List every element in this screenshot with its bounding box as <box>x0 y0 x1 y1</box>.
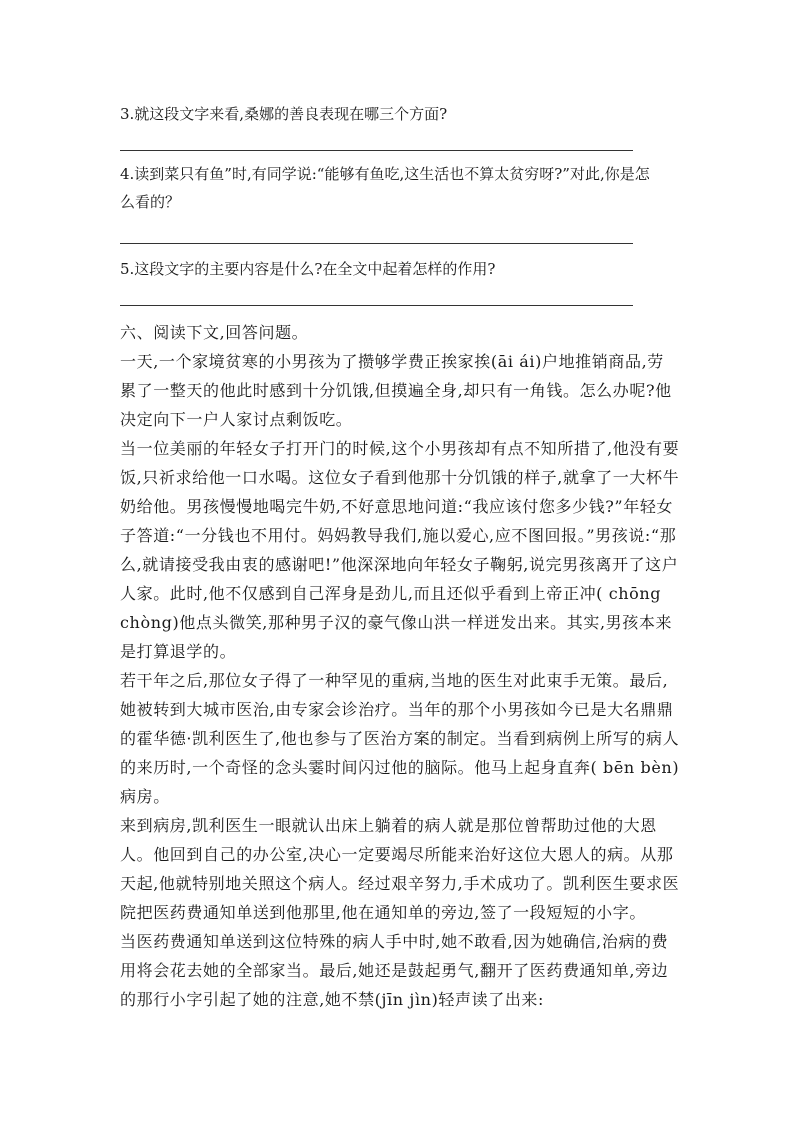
answer-line-5[interactable] <box>120 305 633 306</box>
question-5: 5.这段文字的主要内容是什么?在全文中起着怎样的作用? <box>120 260 496 278</box>
passage-paragraph-5: 当医药费通知单送到这位特殊的病人手中时,她不敢看,因为她确信,治病的费用将会花去她的全部家当。最后,她还是鼓起勇气,翻开了医药费通知单,旁边的那行小字引起了她的注意,她不禁(jīn jìn)轻声读了出来: <box>120 932 669 1009</box>
passage-paragraph-1: 一天,一个家境贫寒的小男孩为了攒够学费正挨家挨(āi ái)户地推销商品,劳累了一整天的他此时感到十分饥饿,但摸遍全身,却只有一角钱。怎么办呢?他决定向下一户人家讨点剩饭吃。 <box>120 352 672 429</box>
question-4: 4.读到菜只有鱼”时,有同学说:“能够有鱼吃,这生活也不算太贫穷呀?”对此,你是怎么看的？ <box>120 165 650 211</box>
passage-paragraph-2: 当一位美丽的年轻女子打开门的时候,这个小男孩却有点不知所措了,他没有要饭,只祈求给他一口水喝。这位女子看到他那十分饥饿的样子,就拿了一大杯牛奶给他。男孩慢慢地喝完牛奶,不好意思地问道:“我应该付您多少钱?”年轻女子答道:“一分钱也不用付。妈妈教导我们,施以爱心,应不图回报。”男孩说:“那么,就请接受我由衷的感谢吧!”他深深地向年轻女子鞠躬,说完男孩离开了这户人家。此时,他不仅感到自己浑身是劲儿,而且还似乎看到上帝正冲( chōng chòng)他点头微笑,那种男子汉的豪气像山洪一样迸发出来。其实,男孩本来是打算退学的。 <box>120 439 680 661</box>
answer-line-3[interactable] <box>120 150 633 151</box>
answer-line-4[interactable] <box>120 243 633 244</box>
question-3: 3.就这段文字来看,桑娜的善良表现在哪三个方面? <box>120 105 448 123</box>
section-heading: 六、阅读下文,回答问题。 <box>120 323 309 342</box>
passage-paragraph-4: 来到病房,凯利医生一眼就认出床上躺着的病人就是那位曾帮助过他的大恩人。他回到自己的办公室,决心一定要竭尽所能来治好这位大恩人的病。从那天起,他就特别地关照这个病人。经过艰辛努力,手术成功了。凯利医生要求医院把医药费通知单送到他那里,他在通知单的旁边,签了一段短短的小字。 <box>120 816 680 922</box>
passage-paragraph-3: 若干年之后,那位女子得了一种罕见的重病,当地的医生对此束手无策。最后,她被转到大城市医治,由专家会诊治疗。当年的那个小男孩如今已是大名鼎鼎的霍华德·凯利医生了,他也参与了医治方案的制定。当看到病例上所写的病人的来历时,一个奇怪的念头霎时间闪过他的脑际。他马上起身直奔( bēn bèn)病房。 <box>120 671 680 806</box>
reading-passage <box>120 318 680 1014</box>
